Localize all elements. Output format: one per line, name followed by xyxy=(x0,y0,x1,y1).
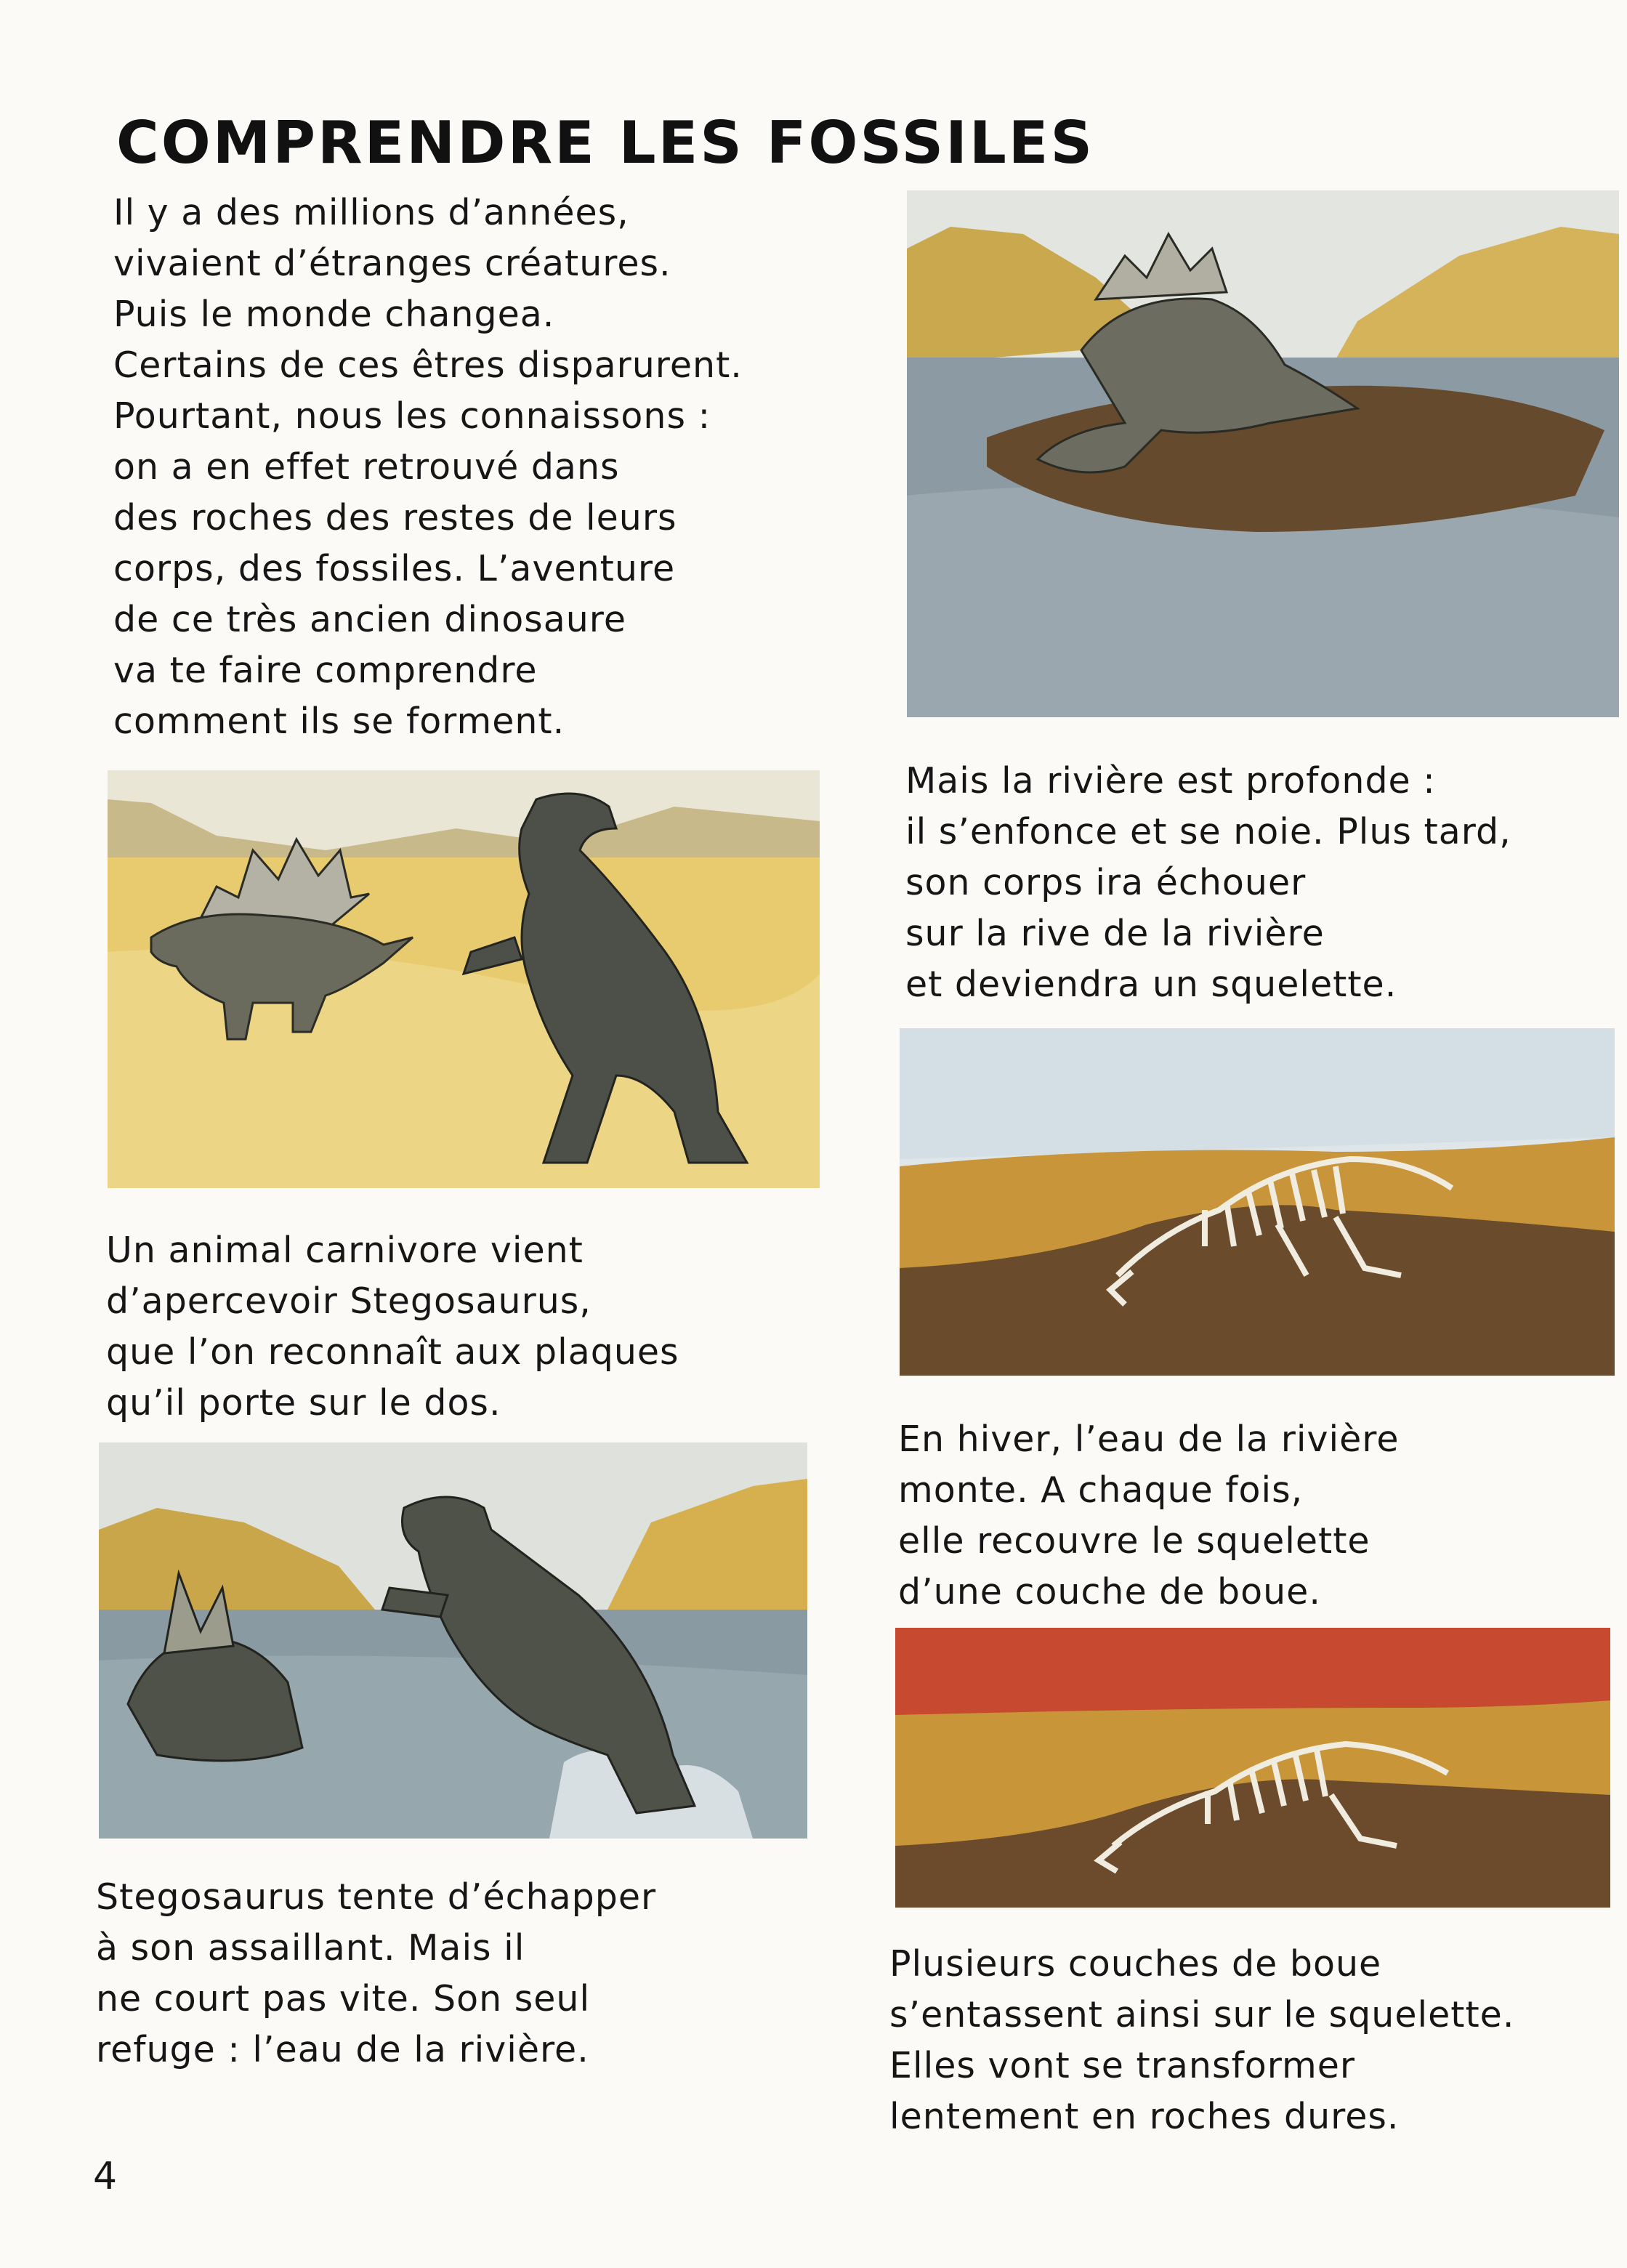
intro-paragraph xyxy=(113,187,743,747)
text-line: comment ils se forment. xyxy=(113,701,565,742)
text-line: Puis le monde changea. xyxy=(113,294,555,335)
text-line: Un animal carnivore vient xyxy=(106,1230,584,1271)
page-title: COMPRENDRE LES FOSSILES xyxy=(116,109,1095,177)
text-line: ne court pas vite. Son seul xyxy=(96,1978,591,2019)
caption-drown xyxy=(905,756,1511,1010)
text-line: il s’enfonce et se noie. Plus tard, xyxy=(905,811,1511,852)
text-line: on a en effet retrouvé dans xyxy=(113,446,620,488)
text-line: Plusieurs couches de boue xyxy=(889,1943,1382,1985)
caption-escape xyxy=(96,1872,656,2075)
text-line: corps, des fossiles. L’aventure xyxy=(113,548,676,589)
caption-winter xyxy=(898,1414,1399,1618)
text-line: monte. A chaque fois, xyxy=(898,1469,1304,1511)
text-line: que l’on reconnaît aux plaques xyxy=(106,1331,679,1373)
text-line: va te faire comprendre xyxy=(113,650,538,691)
page-number: 4 xyxy=(93,2155,118,2198)
illustration-carnivore-encounter xyxy=(108,770,820,1188)
text-line: à son assaillant. Mais il xyxy=(96,1927,525,1969)
text-line: qu’il porte sur le dos. xyxy=(106,1382,501,1424)
illustration-drowning xyxy=(907,190,1619,717)
text-line: Il y a des millions d’années, xyxy=(113,192,629,233)
text-line: Mais la rivière est profonde : xyxy=(905,760,1436,802)
text-line: elle recouvre le squelette xyxy=(898,1520,1370,1562)
illustration-mud-layers xyxy=(895,1628,1610,1908)
illustration-stegosaurus-escape xyxy=(99,1442,807,1839)
text-line: d’une couche de boue. xyxy=(898,1571,1321,1613)
text-line: En hiver, l’eau de la rivière xyxy=(898,1418,1400,1460)
text-line: sur la rive de la rivière xyxy=(905,913,1325,954)
text-line: son corps ira échouer xyxy=(905,862,1307,903)
text-line: Stegosaurus tente d’échapper xyxy=(96,1876,657,1918)
text-line: lentement en roches dures. xyxy=(889,2096,1400,2137)
text-line: s’entassent ainsi sur le squelette. xyxy=(889,1994,1515,2035)
text-line: refuge : l’eau de la rivière. xyxy=(96,2029,589,2070)
text-line: de ce très ancien dinosaure xyxy=(113,599,627,640)
caption-layers xyxy=(889,1939,1514,2142)
caption-carnivore xyxy=(106,1225,679,1429)
text-line: Elles vont se transformer xyxy=(889,2045,1356,2086)
text-line: Certains de ces êtres disparurent. xyxy=(113,344,743,386)
text-line: d’apercevoir Stegosaurus, xyxy=(106,1280,592,1322)
text-line: Pourtant, nous les connaissons : xyxy=(113,395,711,437)
text-line: et deviendra un squelette. xyxy=(905,964,1397,1005)
illustration-skeleton-mud xyxy=(900,1028,1615,1376)
text-line: vivaient d’étranges créatures. xyxy=(113,243,671,284)
text-line: des roches des restes de leurs xyxy=(113,497,677,538)
